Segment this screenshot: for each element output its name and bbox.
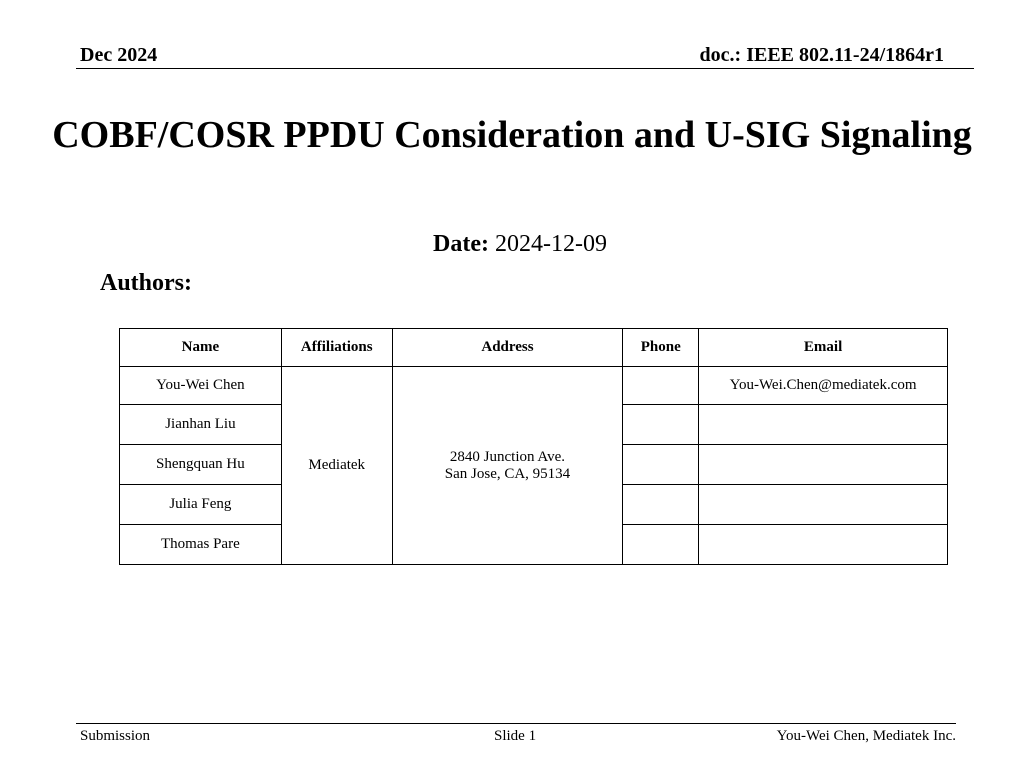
footer-author: You-Wei Chen, Mediatek Inc. [776, 728, 956, 744]
author-name: Shengquan Hu [120, 445, 282, 485]
date-value: 2024-12-09 [494, 231, 607, 257]
header-name: Name [120, 329, 282, 367]
author-name: Thomas Pare [120, 525, 282, 565]
table-row [120, 367, 948, 405]
footer-divider [76, 723, 956, 724]
authors-table [119, 328, 948, 565]
header-email: Email [699, 329, 948, 367]
slide-title: COBF/COSR PPDU Consideration and U-SIG Signaling [52, 114, 972, 156]
author-email [699, 525, 948, 565]
header-date: Dec 2024 [80, 44, 158, 66]
author-name: You-Wei Chen [120, 367, 282, 405]
author-email [699, 445, 948, 485]
table-header-row [120, 329, 948, 367]
header-divider [76, 68, 974, 69]
author-name: Julia Feng [120, 485, 282, 525]
author-name: Jianhan Liu [120, 405, 282, 445]
header-affiliations: Affiliations [281, 329, 392, 367]
date-label: Date: [433, 231, 489, 257]
address-line1: 2840 Junction Ave. [449, 448, 566, 465]
address-cell [392, 367, 623, 565]
author-phone [623, 445, 699, 485]
header-doc-id: doc.: IEEE 802.11-24/1864r1 [699, 44, 944, 66]
address-line2: San Jose, CA, 95134 [444, 465, 571, 482]
footer-slide-number: Slide 1 [494, 728, 537, 744]
author-phone [623, 485, 699, 525]
header-address: Address [392, 329, 623, 367]
author-email: You-Wei.Chen@mediatek.com [699, 367, 948, 405]
author-phone [623, 525, 699, 565]
footer-submission: Submission [80, 728, 151, 744]
date-line [0, 231, 1024, 258]
author-email [699, 485, 948, 525]
authors-label: Authors: [100, 270, 193, 296]
header-phone: Phone [623, 329, 699, 367]
affiliation-cell: Mediatek [281, 367, 392, 565]
author-phone [623, 405, 699, 445]
author-phone [623, 367, 699, 405]
author-email [699, 405, 948, 445]
